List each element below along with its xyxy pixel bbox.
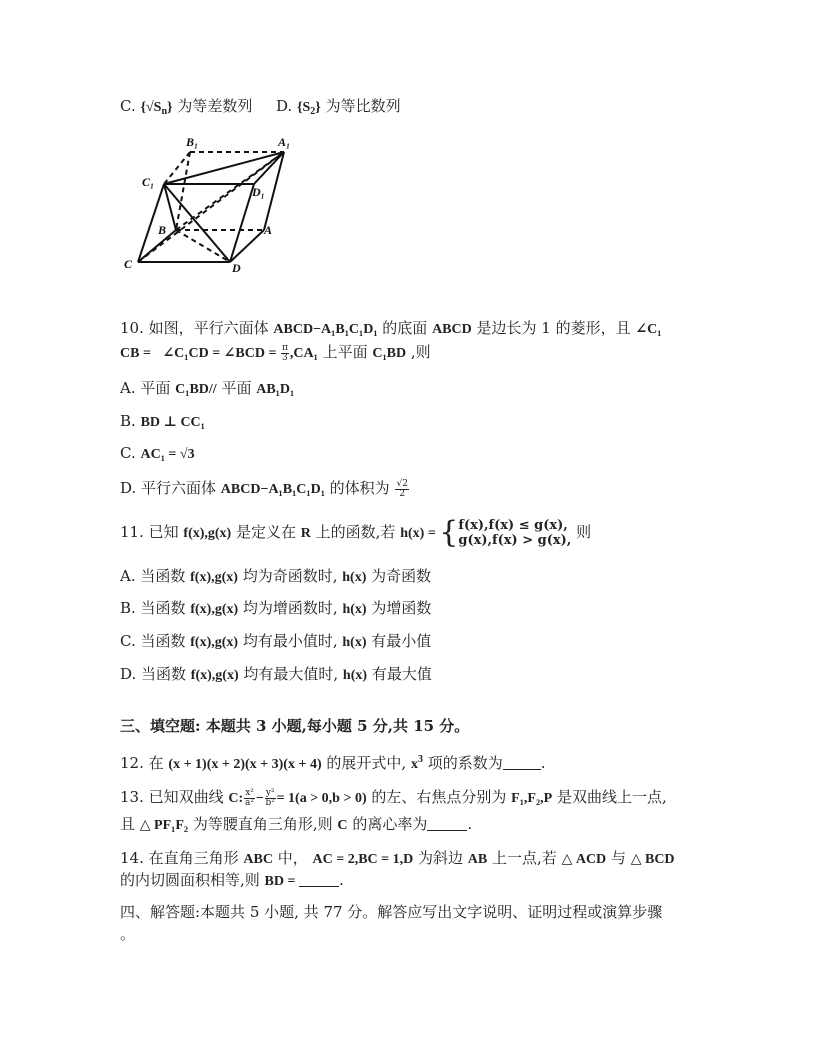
q14-answer-blank	[299, 872, 339, 887]
piecewise-brace: {	[439, 515, 459, 550]
label-c1: C₁	[142, 175, 155, 189]
q11-option-d: D. 当函数 f(x),g(x) 均有最大值时, h(x) 有最大值	[120, 665, 432, 683]
parallelepiped-figure	[118, 128, 308, 276]
q10-option-d: D. 平行六面体 ABCD−A₁B₁C₁D₁ 的体积为 $\frac{√2}{2}$	[120, 478, 408, 499]
option-c-math: $\{√S_n\}$	[140, 100, 173, 117]
q11-option-a: A. 当函数 f(x),g(x) 均为奇函数时, h(x) 为奇函数	[120, 567, 432, 585]
label-a: A	[264, 223, 273, 237]
q13-stem-line2: 且 △ PF₁F₂ 为等腰直角三角形,则 C 的离心率为 .	[120, 815, 473, 833]
option-c-text: 为等差数列	[177, 97, 253, 115]
fraction-pi-over-3: $\frac{\pi}{3}$	[281, 342, 288, 363]
section-4-heading-tail: 。	[120, 925, 136, 943]
q11-stem: 11. 已知 f(x),g(x) 是定义在 R 上的函数,若 h(x) = { f(x),f(x) ≤ g(x), g(x),f(x) > g(x), 则	[120, 515, 592, 550]
section-4-heading: 四、解答题:本题共 5 小题, 共 77 分。解答应写出文字说明、证明过程或演算步骤	[120, 903, 663, 921]
q10-stem-line1: 10. 如图，平行六面体 ABCD−A₁B₁C₁D₁ 的底面 ABCD 是边长为 1 的菱形，且 ∠C₁	[120, 319, 662, 337]
section-3-heading: 三、填空题: 本题共 3 小题,每小题 5 分,共 15 分。	[120, 717, 470, 735]
label-d1: D₁	[252, 185, 265, 199]
label-a1: A₁	[278, 135, 291, 149]
q14-stem-line2: 的内切圆面积相等,则 BD = .	[120, 871, 344, 889]
label-d: D	[232, 261, 241, 275]
q10-option-a: A. 平面 C₁BD// 平面 AB₁D₁	[120, 379, 295, 397]
option-c-label: C.	[120, 97, 141, 115]
option-d-label: D.	[275, 97, 297, 115]
label-b1: B₁	[186, 135, 199, 149]
label-b: B	[158, 223, 167, 237]
q10-option-c: C. AC₁ = √3	[120, 444, 195, 462]
q10-stem-line2: CB = ∠C₁CD = ∠BCD = $\frac{\pi}{3}$ ,CA₁ 上平面 C₁BD ,则	[120, 342, 431, 363]
q10-option-b: B. BD ⊥ CC₁	[120, 412, 205, 430]
fraction-sqrt2-over-2: $\frac{√2}{2}$	[396, 478, 408, 499]
option-d-text: 为等比数列	[325, 97, 401, 115]
q12-answer-blank	[503, 755, 541, 770]
fraction-x2-over-a2: $\frac{\text{x²}}{\text{a²}}$	[245, 787, 255, 808]
fraction-y2-over-b2: $\frac{\text{y²}}{\text{b²}}$	[265, 787, 275, 808]
piecewise-cases: f(x),f(x) ≤ g(x), g(x),f(x) > g(x),	[458, 518, 572, 548]
option-d-math: $\{S_2\}$	[296, 100, 321, 117]
q13-stem-line1: 13. 已知双曲线 C: $\frac{\text{x²}}{\text{a²}}$ − $\frac{\text{y²}}{\text{b²}}$ = 1(a > 0,b > 0) 的左、右焦点分别为 F₁,F₂,P 是双曲线上一点,	[120, 787, 667, 808]
q13-answer-blank	[427, 816, 467, 831]
q14-stem-line1: 14. 在直角三角形 ABC 中， AC = 2,BC = 1,D 为斜边 AB 上一点,若 △ ACD 与 △ BCD	[120, 849, 675, 867]
label-c: C	[124, 257, 133, 271]
q11-option-c: C. 当函数 f(x),g(x) 均有最小值时, h(x) 有最小值	[120, 632, 432, 650]
q11-option-b: B. 当函数 f(x),g(x) 均为增函数时, h(x) 为增函数	[120, 599, 432, 617]
prev-options-line	[120, 96, 401, 122]
q12-stem: 12. 在 (x + 1)(x + 2)(x + 3)(x + 4) 的展开式中, $x^3$ 项的系数为 .	[120, 754, 546, 772]
